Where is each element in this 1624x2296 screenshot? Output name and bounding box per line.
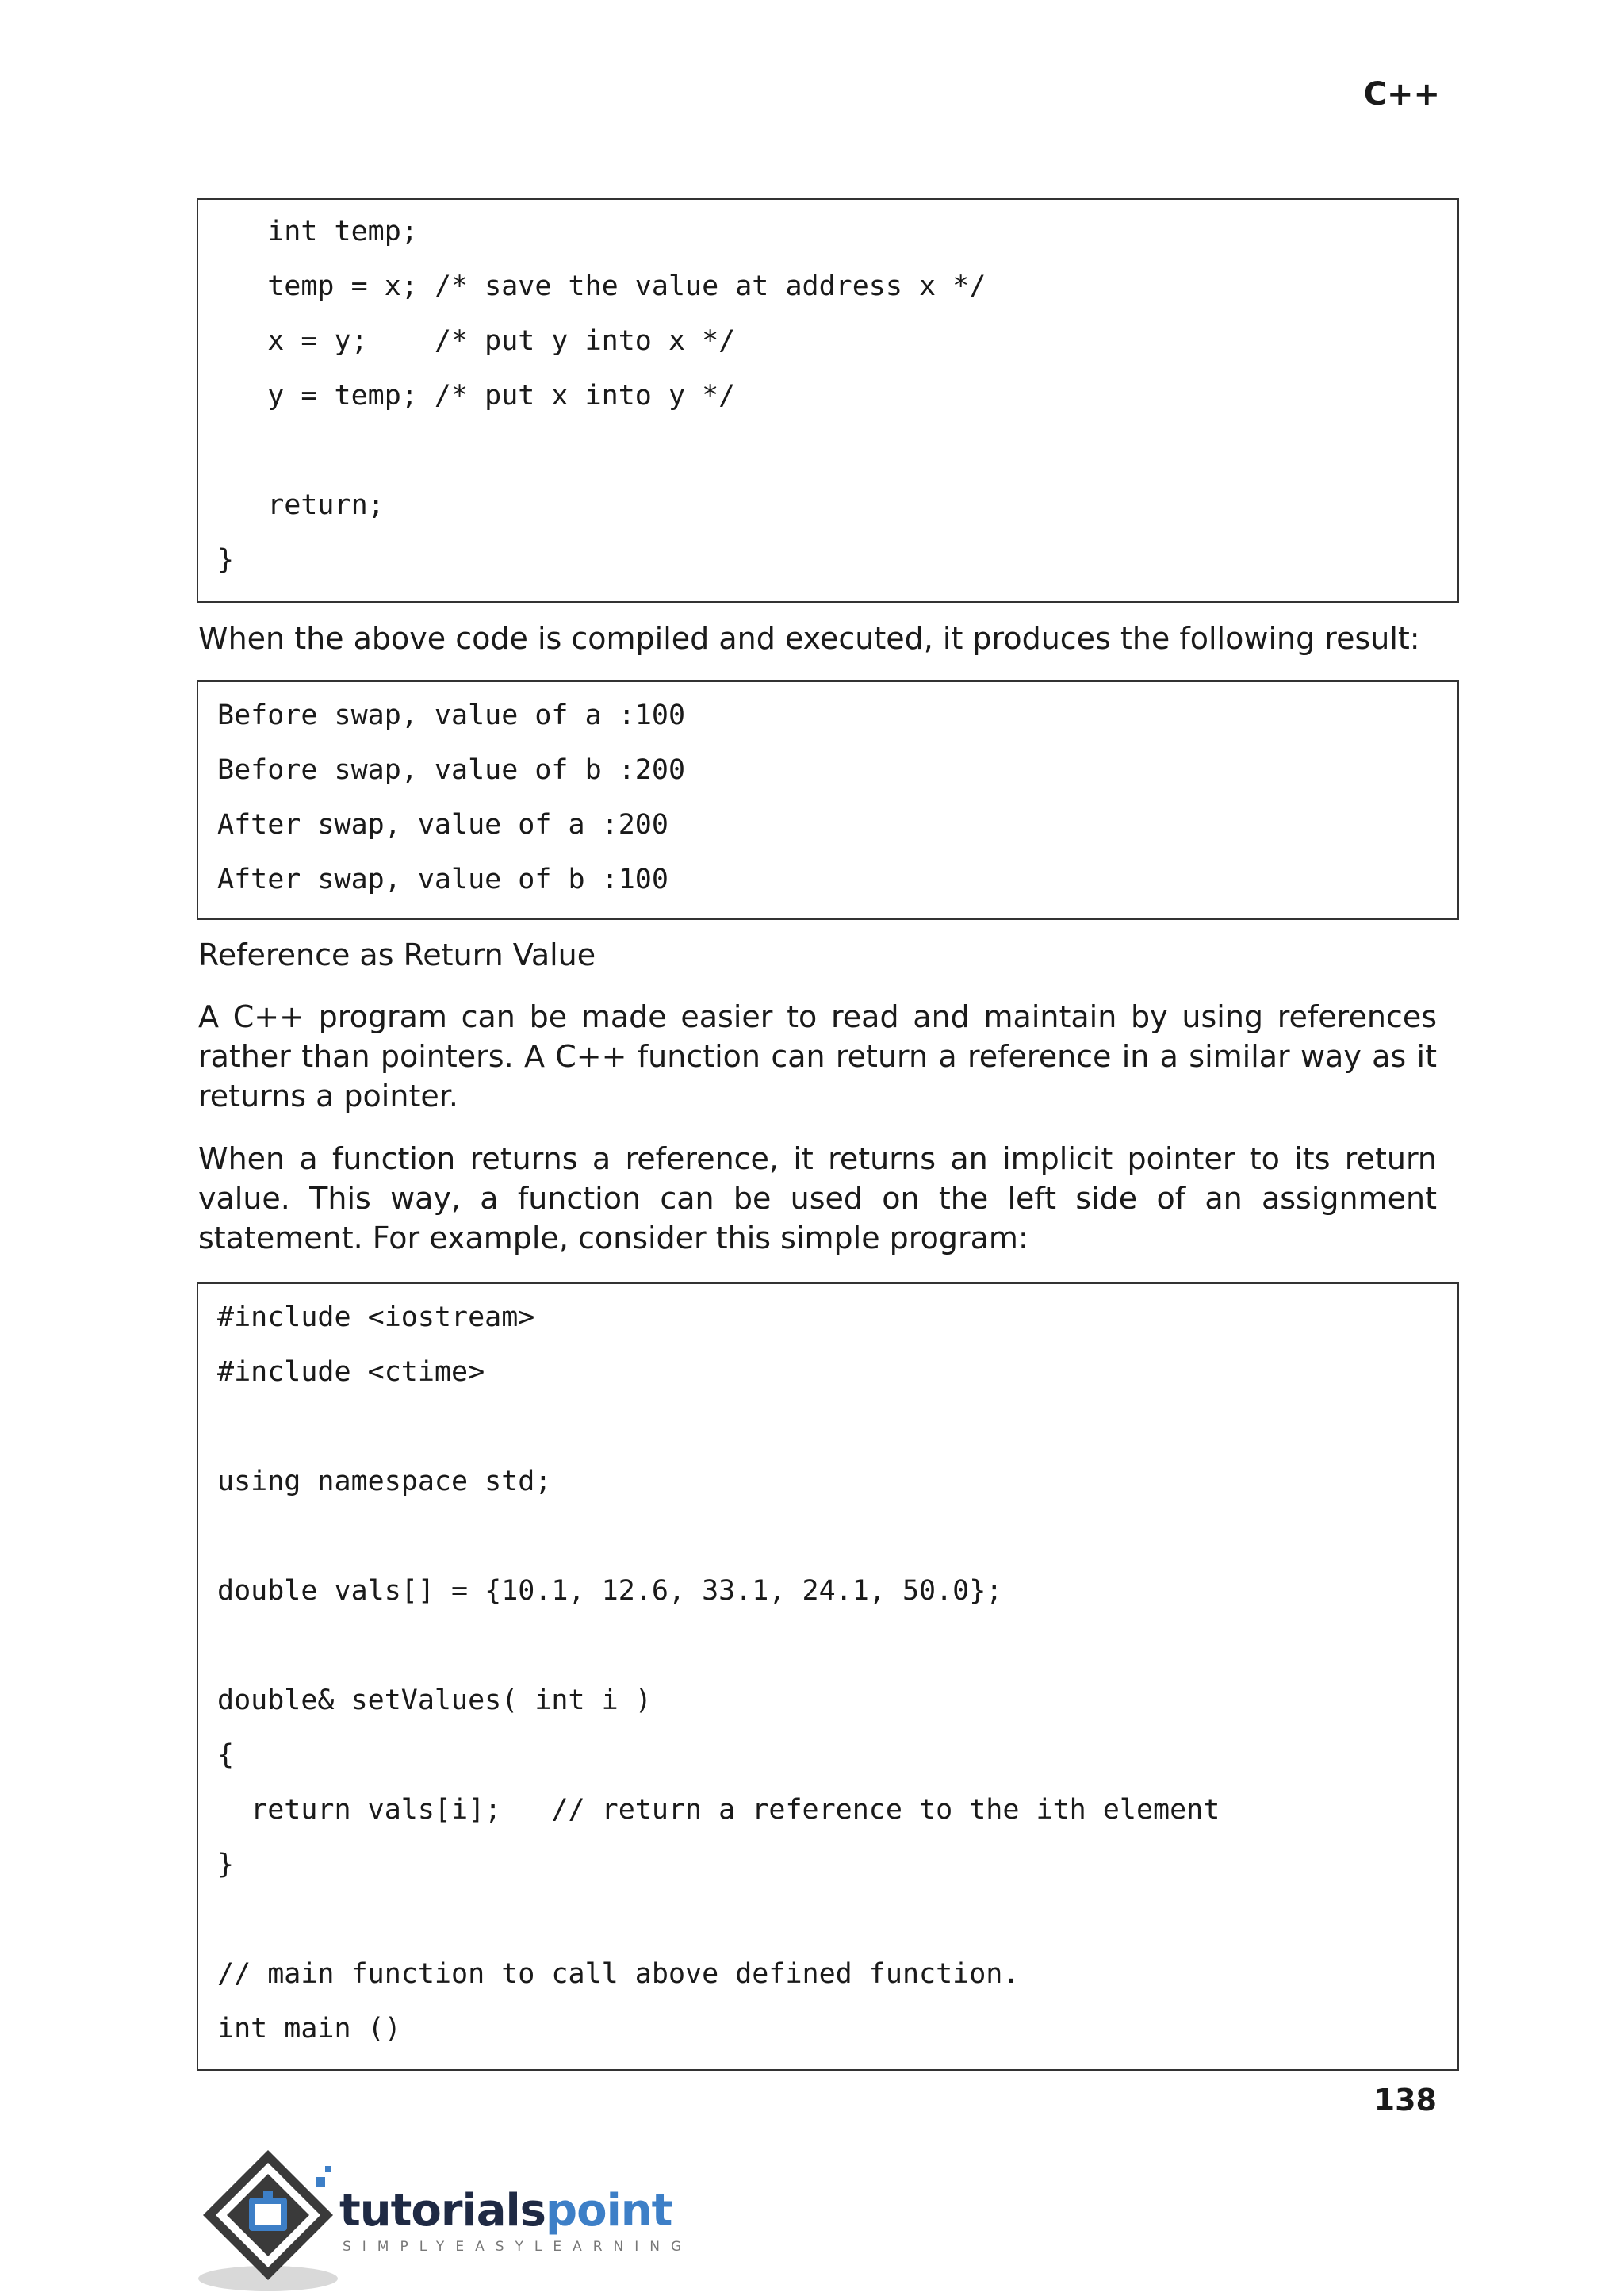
code-line: return vals[i]; // return a reference to the ith element [217, 1794, 1220, 1826]
code-block-return-reference [197, 1282, 1459, 2071]
code-line: double& setValues( int i ) [217, 1685, 652, 1716]
header-title: C++ [1363, 76, 1440, 113]
code-line: int temp; [217, 216, 418, 247]
logo-wordmark [339, 2185, 672, 2237]
code-line: y = temp; /* put x into y */ [217, 380, 736, 412]
output-line: After swap, value of a :200 [217, 809, 668, 841]
code-line: } [217, 1849, 235, 1880]
code-line [217, 1400, 1438, 1455]
code-line: } [217, 544, 235, 576]
code-line: double vals[] = {10.1, 12.6, 33.1, 24.1, 50.0}; [217, 1575, 1003, 1607]
result-intro: When the above code is compiled and executed, it produces the following result: [198, 621, 1420, 656]
code-line [217, 1509, 1438, 1564]
section-heading: Reference as Return Value [198, 937, 596, 972]
logo-wordmark-tutorials: tutorials [339, 2185, 546, 2237]
code-line: return; [217, 489, 385, 521]
code-line: { [217, 1739, 235, 1771]
logo-diamond-icon [197, 2145, 347, 2296]
paragraph-implicit-pointer: When a function returns a reference, it returns an implicit pointer to its return value. This way, a function can be used on the left side of an assignment statement. For example, consider this simple program: [198, 1141, 1437, 1255]
page-number: 138 [1373, 2083, 1437, 2118]
output-block [197, 680, 1459, 920]
logo-tagline: SIMPLYEASYLEARNING [343, 2239, 693, 2255]
code-line: // main function to call above defined function. [217, 1958, 1020, 1990]
code-line [217, 1892, 1438, 1947]
output-line: Before swap, value of a :100 [217, 700, 686, 731]
code-line: using namespace std; [217, 1466, 552, 1497]
code-line [217, 1619, 1438, 1673]
code-line: x = y; /* put y into x */ [217, 325, 736, 357]
code-line: #include <ctime> [217, 1356, 485, 1388]
output-line: Before swap, value of b :200 [217, 754, 686, 786]
code-line [217, 424, 1438, 478]
paragraph-references: A C++ program can be made easier to read and maintain by using references rather than pointers. A C++ function can return a reference in a similar way as it returns a pointer. [198, 999, 1437, 1114]
code-block-swap [197, 198, 1459, 603]
tutorialspoint-logo [197, 2145, 693, 2296]
code-line: #include <iostream> [217, 1301, 535, 1333]
output-line: After swap, value of b :100 [217, 864, 668, 895]
logo-wordmark-point: point [546, 2185, 672, 2237]
code-line: temp = x; /* save the value at address x */ [217, 270, 986, 302]
code-line: int main () [217, 2013, 401, 2045]
